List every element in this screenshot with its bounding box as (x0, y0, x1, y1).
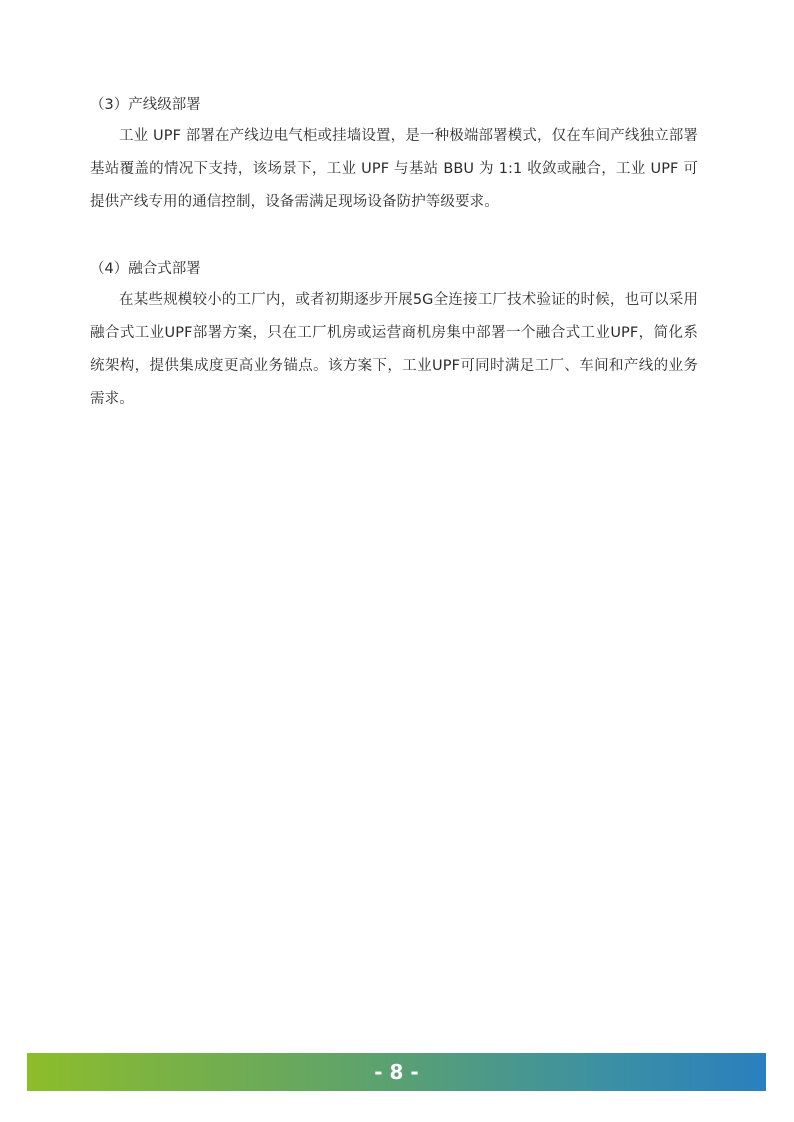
section-heading: （4）融合式部署 (90, 261, 201, 277)
section-heading: （3）产线级部署 (90, 97, 201, 113)
page-number: - 8 - (374, 1060, 419, 1084)
section-paragraph: 在某些规模较小的工厂内，或者初期逐步开展5G全连接工厂技术验证的时候，也可以采用融合式工业UPF部署方案，只在工厂机房或运营商机房集中部署一个融合式工业UPF，简化系统架构，提供集成度更高业务锚点。该方案下，工业UPF可同时满足工厂、车间和产线的业务需求。 (90, 292, 698, 407)
section-production-line-deployment (90, 94, 698, 219)
section-paragraph: 工业 UPF 部署在产线边电气柜或挂墙设置，是一种极端部署模式，仅在车间产线独立部署基站覆盖的情况下支持，该场景下，工业 UPF 与基站 BBU 为 1:1 收敛或融合，工业 UPF 可提供产线专用的通信控制，设备需满足现场设备防护等级要求。 (90, 128, 698, 210)
footer-bar (27, 1053, 766, 1091)
section-converged-deployment (90, 258, 698, 416)
